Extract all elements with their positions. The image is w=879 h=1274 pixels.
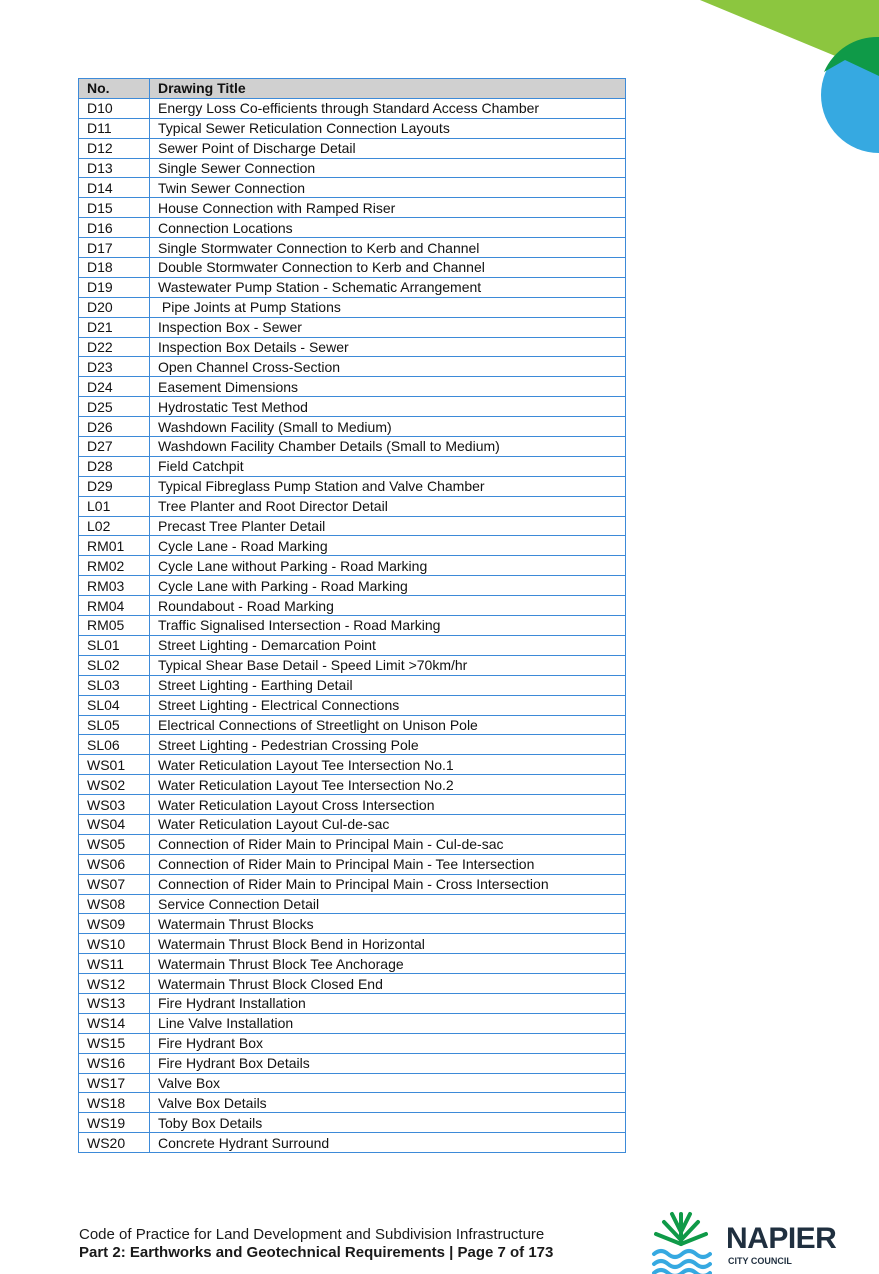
- drawing-title-cell: Valve Box Details: [150, 1093, 626, 1113]
- table-row: [79, 138, 626, 158]
- drawing-number-cell: D17: [79, 238, 150, 258]
- table-row: [79, 357, 626, 377]
- table-row: [79, 834, 626, 854]
- drawing-number-cell: D28: [79, 456, 150, 476]
- corner-decoration: [700, 0, 879, 160]
- footer-document-title: Code of Practice for Land Development and Subdivision Infrastructure: [79, 1226, 545, 1243]
- drawing-title-cell: Easement Dimensions: [150, 377, 626, 397]
- drawing-title-cell: Washdown Facility Chamber Details (Small to Medium): [150, 437, 626, 457]
- drawing-title-cell: Cycle Lane with Parking - Road Marking: [150, 576, 626, 596]
- drawing-title-cell: Connection of Rider Main to Principal Main - Cross Intersection: [150, 874, 626, 894]
- drawing-title-cell: Field Catchpit: [150, 456, 626, 476]
- table-row: [79, 814, 626, 834]
- drawing-number-cell: D29: [79, 476, 150, 496]
- drawing-number-cell: WS05: [79, 834, 150, 854]
- logo-subtitle: CITY COUNCIL: [728, 1256, 792, 1266]
- table-row: [79, 934, 626, 954]
- table-row: [79, 198, 626, 218]
- drawing-title-cell: Connection of Rider Main to Principal Main - Cul-de-sac: [150, 834, 626, 854]
- table-row: [79, 456, 626, 476]
- drawing-number-cell: WS15: [79, 1033, 150, 1053]
- drawing-number-cell: WS01: [79, 755, 150, 775]
- table-row: [79, 258, 626, 278]
- drawing-number-cell: RM05: [79, 616, 150, 636]
- drawing-title-cell: Connection of Rider Main to Principal Main - Tee Intersection: [150, 854, 626, 874]
- drawing-number-cell: D22: [79, 337, 150, 357]
- drawing-number-cell: D16: [79, 218, 150, 238]
- drawing-title-cell: Typical Sewer Reticulation Connection Layouts: [150, 118, 626, 138]
- drawing-title-cell: Water Reticulation Layout Cul-de-sac: [150, 814, 626, 834]
- drawing-title-cell: Street Lighting - Electrical Connections: [150, 695, 626, 715]
- table-row: [79, 616, 626, 636]
- drawing-title-cell: House Connection with Ramped Riser: [150, 198, 626, 218]
- drawing-number-cell: SL03: [79, 675, 150, 695]
- table-row: [79, 914, 626, 934]
- drawing-number-cell: WS02: [79, 775, 150, 795]
- drawing-number-cell: L02: [79, 516, 150, 536]
- drawing-number-cell: SL01: [79, 635, 150, 655]
- drawing-number-cell: WS13: [79, 993, 150, 1013]
- drawing-number-cell: D20: [79, 297, 150, 317]
- table-row: [79, 695, 626, 715]
- table-row: [79, 795, 626, 815]
- drawing-number-cell: D18: [79, 258, 150, 278]
- napier-logo: [650, 1210, 850, 1274]
- drawing-number-cell: WS06: [79, 854, 150, 874]
- table-row: [79, 635, 626, 655]
- drawing-title-cell: Fire Hydrant Installation: [150, 993, 626, 1013]
- drawing-number-cell: WS12: [79, 974, 150, 994]
- drawing-number-cell: SL04: [79, 695, 150, 715]
- drawing-number-cell: D10: [79, 98, 150, 118]
- drawing-title-cell: Fire Hydrant Box Details: [150, 1053, 626, 1073]
- drawing-number-cell: WS10: [79, 934, 150, 954]
- table-row: [79, 178, 626, 198]
- table-row: [79, 476, 626, 496]
- drawing-title-cell: Single Sewer Connection: [150, 158, 626, 178]
- drawing-title-cell: Twin Sewer Connection: [150, 178, 626, 198]
- table-row: [79, 854, 626, 874]
- table-row: [79, 337, 626, 357]
- drawing-list-table: [78, 78, 626, 1153]
- drawing-title-cell: Typical Fibreglass Pump Station and Valve Chamber: [150, 476, 626, 496]
- drawing-number-cell: WS16: [79, 1053, 150, 1073]
- drawing-title-cell: Watermain Thrust Block Closed End: [150, 974, 626, 994]
- drawing-number-cell: WS09: [79, 914, 150, 934]
- drawing-title-cell: Energy Loss Co-efficients through Standard Access Chamber: [150, 98, 626, 118]
- table-row: [79, 596, 626, 616]
- drawing-title-cell: Double Stormwater Connection to Kerb and Channel: [150, 258, 626, 278]
- table-row: [79, 1113, 626, 1133]
- drawing-number-cell: D23: [79, 357, 150, 377]
- drawing-number-cell: L01: [79, 496, 150, 516]
- drawing-number-cell: D13: [79, 158, 150, 178]
- drawing-title-cell: Hydrostatic Test Method: [150, 397, 626, 417]
- drawing-title-cell: Inspection Box Details - Sewer: [150, 337, 626, 357]
- drawing-number-cell: D26: [79, 417, 150, 437]
- drawing-title-cell: Wastewater Pump Station - Schematic Arrangement: [150, 277, 626, 297]
- footer-part-page: Part 2: Earthworks and Geotechnical Requirements | Page 7 of 173: [79, 1244, 554, 1261]
- drawing-number-cell: D24: [79, 377, 150, 397]
- drawing-number-cell: WS19: [79, 1113, 150, 1133]
- drawing-title-cell: Roundabout - Road Marking: [150, 596, 626, 616]
- drawing-title-cell: Street Lighting - Pedestrian Crossing Pole: [150, 735, 626, 755]
- drawing-title-cell: Inspection Box - Sewer: [150, 317, 626, 337]
- header-no: No.: [79, 79, 150, 99]
- drawing-number-cell: RM01: [79, 536, 150, 556]
- table-row: [79, 317, 626, 337]
- table-row: [79, 974, 626, 994]
- table-row: [79, 1073, 626, 1093]
- drawing-title-cell: Precast Tree Planter Detail: [150, 516, 626, 536]
- drawing-title-cell: Connection Locations: [150, 218, 626, 238]
- table-row: [79, 397, 626, 417]
- drawing-title-cell: Toby Box Details: [150, 1113, 626, 1133]
- drawing-title-cell: Water Reticulation Layout Tee Intersection No.2: [150, 775, 626, 795]
- table-header-row: [79, 79, 626, 99]
- table-row: [79, 894, 626, 914]
- drawing-number-cell: D12: [79, 138, 150, 158]
- drawing-title-cell: Watermain Thrust Block Bend in Horizontal: [150, 934, 626, 954]
- drawing-number-cell: D14: [79, 178, 150, 198]
- table-row: [79, 1053, 626, 1073]
- table-row: [79, 874, 626, 894]
- drawing-title-cell: Street Lighting - Earthing Detail: [150, 675, 626, 695]
- drawing-title-cell: Tree Planter and Root Director Detail: [150, 496, 626, 516]
- drawing-title-cell: Water Reticulation Layout Tee Intersection No.1: [150, 755, 626, 775]
- table-row: [79, 993, 626, 1013]
- table-row: [79, 158, 626, 178]
- drawing-title-cell: Single Stormwater Connection to Kerb and Channel: [150, 238, 626, 258]
- table-row: [79, 98, 626, 118]
- table-row: [79, 735, 626, 755]
- drawing-number-cell: WS20: [79, 1133, 150, 1153]
- drawing-number-cell: WS17: [79, 1073, 150, 1093]
- table-row: [79, 297, 626, 317]
- drawing-title-cell: Watermain Thrust Block Tee Anchorage: [150, 954, 626, 974]
- table-row: [79, 655, 626, 675]
- table-row: [79, 576, 626, 596]
- table-row: [79, 675, 626, 695]
- drawing-number-cell: WS07: [79, 874, 150, 894]
- logo-name: NAPIER: [726, 1222, 837, 1255]
- napier-logo-mark-icon: [650, 1210, 712, 1274]
- drawing-title-cell: Cycle Lane - Road Marking: [150, 536, 626, 556]
- drawing-number-cell: D27: [79, 437, 150, 457]
- table-row: [79, 496, 626, 516]
- drawing-title-cell: Valve Box: [150, 1073, 626, 1093]
- table-row: [79, 755, 626, 775]
- drawing-title-cell: Electrical Connections of Streetlight on Unison Pole: [150, 715, 626, 735]
- drawing-title-cell: Service Connection Detail: [150, 894, 626, 914]
- drawing-number-cell: D25: [79, 397, 150, 417]
- table-row: [79, 516, 626, 536]
- drawing-title-cell: Water Reticulation Layout Cross Intersection: [150, 795, 626, 815]
- drawing-title-cell: Washdown Facility (Small to Medium): [150, 417, 626, 437]
- table-row: [79, 277, 626, 297]
- drawing-title-cell: Sewer Point of Discharge Detail: [150, 138, 626, 158]
- drawing-number-cell: D15: [79, 198, 150, 218]
- table-row: [79, 437, 626, 457]
- drawing-number-cell: SL06: [79, 735, 150, 755]
- table-row: [79, 417, 626, 437]
- drawing-number-cell: WS18: [79, 1093, 150, 1113]
- drawing-number-cell: SL02: [79, 655, 150, 675]
- drawing-title-cell: Concrete Hydrant Surround: [150, 1133, 626, 1153]
- drawing-title-cell: Pipe Joints at Pump Stations: [150, 297, 626, 317]
- drawing-title-cell: Typical Shear Base Detail - Speed Limit >70km/hr: [150, 655, 626, 675]
- drawing-number-cell: RM02: [79, 556, 150, 576]
- table-row: [79, 775, 626, 795]
- drawing-number-cell: D11: [79, 118, 150, 138]
- drawing-title-cell: Street Lighting - Demarcation Point: [150, 635, 626, 655]
- table-row: [79, 1013, 626, 1033]
- table-row: [79, 238, 626, 258]
- table-row: [79, 218, 626, 238]
- drawing-title-cell: Fire Hydrant Box: [150, 1033, 626, 1053]
- page-footer: [79, 1226, 553, 1262]
- drawing-number-cell: WS11: [79, 954, 150, 974]
- drawing-number-cell: WS04: [79, 814, 150, 834]
- drawing-title-cell: Traffic Signalised Intersection - Road Marking: [150, 616, 626, 636]
- drawing-number-cell: RM03: [79, 576, 150, 596]
- table-row: [79, 377, 626, 397]
- drawing-number-cell: WS08: [79, 894, 150, 914]
- drawing-number-cell: RM04: [79, 596, 150, 616]
- drawing-number-cell: D21: [79, 317, 150, 337]
- table-row: [79, 1133, 626, 1153]
- drawing-title-cell: Line Valve Installation: [150, 1013, 626, 1033]
- drawing-title-cell: Open Channel Cross-Section: [150, 357, 626, 377]
- table-row: [79, 118, 626, 138]
- drawing-number-cell: WS14: [79, 1013, 150, 1033]
- drawing-title-cell: Watermain Thrust Blocks: [150, 914, 626, 934]
- table-body: [79, 98, 626, 1152]
- drawing-number-cell: SL05: [79, 715, 150, 735]
- header-drawing-title: Drawing Title: [150, 79, 626, 99]
- drawing-number-cell: D19: [79, 277, 150, 297]
- drawing-number-cell: WS03: [79, 795, 150, 815]
- table-row: [79, 556, 626, 576]
- table-row: [79, 536, 626, 556]
- table-row: [79, 715, 626, 735]
- table-row: [79, 1033, 626, 1053]
- table-row: [79, 954, 626, 974]
- table-row: [79, 1093, 626, 1113]
- drawing-title-cell: Cycle Lane without Parking - Road Marking: [150, 556, 626, 576]
